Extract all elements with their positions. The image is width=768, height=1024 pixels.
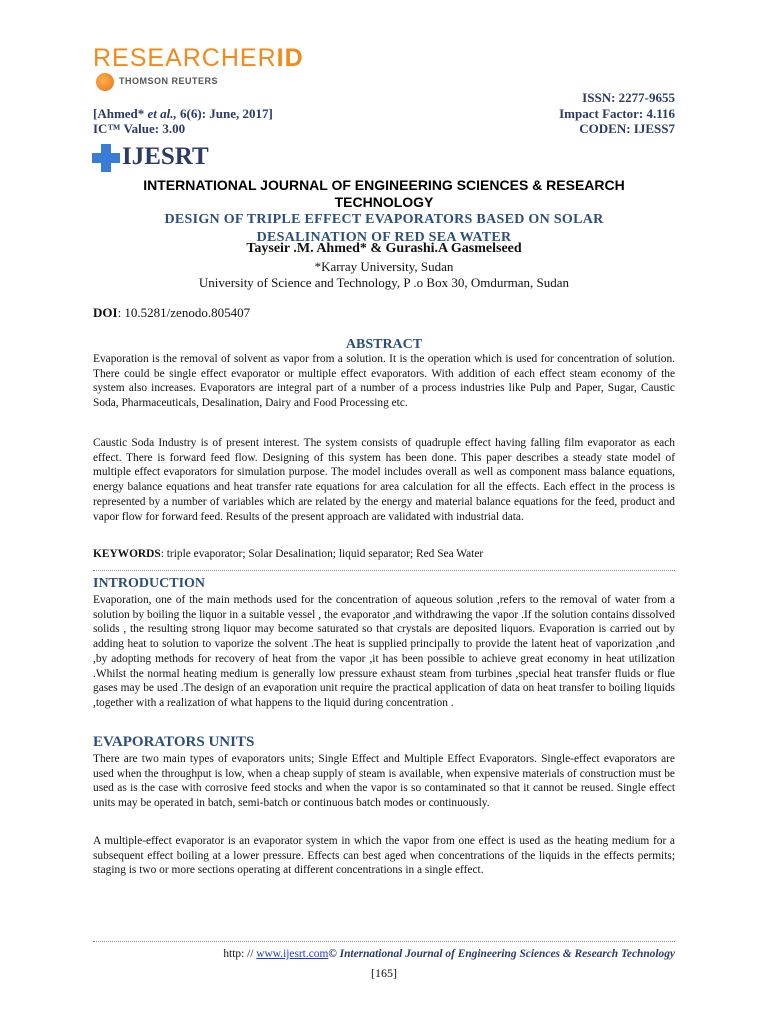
introduction-heading: INTRODUCTION: [93, 576, 206, 591]
abstract-heading: ABSTRACT: [345, 337, 423, 352]
section-divider: [93, 570, 675, 571]
coden: CODEN: IJESS7: [579, 121, 675, 136]
thomson-reuters-label: THOMSON REUTERS: [119, 76, 219, 86]
paper-title-line-2: DESALINATION OF RED SEA WATER: [256, 230, 512, 245]
abstract-paragraph-2: Caustic Soda Industry is of present interest. The system consists of quadruple effect having falling film evaporator as each effect. There is forward feed flow. Designing of this system has been done. This paper describes a steady state model of multiple effect evaporators for simulation purpose. The model includes overall as well as component mass balance equations, energy balance equations and heat transfer rate equations for area calculation for all the effects. Each effect in the process is represented by a number of variables which are related by the energy and material balance equations for the feed, product and vapor flow for forward feed. Results of the present approach are validated with industrial data.: [93, 437, 675, 523]
journal-full-name: INTERNATIONAL JOURNAL OF ENGINEERING SCIENCES & RESEARCH TECHNOLOGY: [143, 177, 625, 210]
citation: [Ahmed* et al., 6(6): June, 2017]: [93, 106, 273, 121]
affiliation-2: University of Science and Technology, P .o Box 30, Omdurman, Sudan: [198, 275, 570, 290]
authors: Tayseir .M. Ahmed* & Gurashi.A Gasmelseed: [246, 241, 522, 256]
ic-value: IC™ Value: 3.00: [93, 121, 186, 136]
journal-website-link[interactable]: www.ijesrt.com: [256, 948, 329, 960]
evaporators-units-paragraph-1: There are two main types of evaporators units; Single Effect and Multiple Effect Evaporators. Single-effect evaporators are used when the throughput is low, when a cheap supply of steam is available, when expensive materials of construction must be used as is the case with corrosive feed stocks and when the vapor is so contaminated so that it cannot be reused. Single effect units may be operated in batch, semi-batch or continuous batch modes or continuously.: [93, 753, 675, 810]
footer: http: // www.ijesrt.com© International Journal of Engineering Sciences & Research Technology: [223, 948, 675, 960]
keywords: KEYWORDS: triple evaporator; Solar Desalination; liquid separator; Red Sea Water: [93, 548, 484, 560]
abstract-paragraph-1: Evaporation is the removal of solvent as vapor from a solution. It is the operation which is used for concentration of solution. There could be single effect evaporator or multiple effect evaporators. With addition of each effect steam economy of the system also increases. Evaporators are integral part of a number of a process industries like Pulp and Paper, Sugar, Caustic Soda, Pharmaceuticals, Desalination, Dairy and Food Processing etc.: [93, 353, 675, 410]
thomson-reuters-icon: [96, 73, 114, 91]
plus-cross-icon: [92, 144, 120, 172]
researcherid-logo: RESEARCHERID: [93, 44, 304, 72]
evaporators-units-heading: EVAPORATORS UNITS: [93, 734, 255, 750]
footer-divider: [93, 941, 675, 942]
paper-title-line-1: DESIGN OF TRIPLE EFFECT EVAPORATORS BASED ON SOLAR: [164, 212, 604, 227]
impact-factor: Impact Factor: 4.116: [559, 106, 675, 121]
doi: DOI: 10.5281/zenodo.805407: [93, 305, 251, 320]
evaporators-units-paragraph-2: A multiple-effect evaporator is an evaporator system in which the vapor from one effect is used as the heating medium for a subsequent effect boiling at a lower pressure. Effects can best aged when concentrations of the liquids in the effects permits; staging is two or more sections operating at different concentrations in a single effect.: [93, 835, 675, 877]
affiliation-1: *Karray University, Sudan: [314, 259, 454, 274]
page-number: [165]: [371, 966, 397, 980]
issn: ISSN: 2277-9655: [582, 90, 675, 105]
journal-short-name: IJESRT: [122, 143, 209, 170]
introduction-paragraph: Evaporation, one of the main methods used for the concentration of aqueous solution ,refers to the removal of water from a solution by boiling the liquor in a suitable vessel , the evaporator ,and withdrawing the vapor .If the solution contains dissolved solids , the resulting strong liquor may become saturated so that crystals are deposited liquors. Evaporation is carried out by adding heat to solution to vaporize the solvent .The heat is supplied principally to provide the latent heat of vaporization ,and ,by adopting methods for recovery of heat from the vapor ,it has been possible to achieve great economy in heat utilization .Whilst the normal heating medium is generally low pressure exhaust steam from turbines ,special heat transfer fluids or flue gases may be used .The design of an evaporation unit require the practical application of data on heat transfer to boiling liquids ,together with a realization of what happens to the liquid during concentration .: [93, 594, 675, 709]
